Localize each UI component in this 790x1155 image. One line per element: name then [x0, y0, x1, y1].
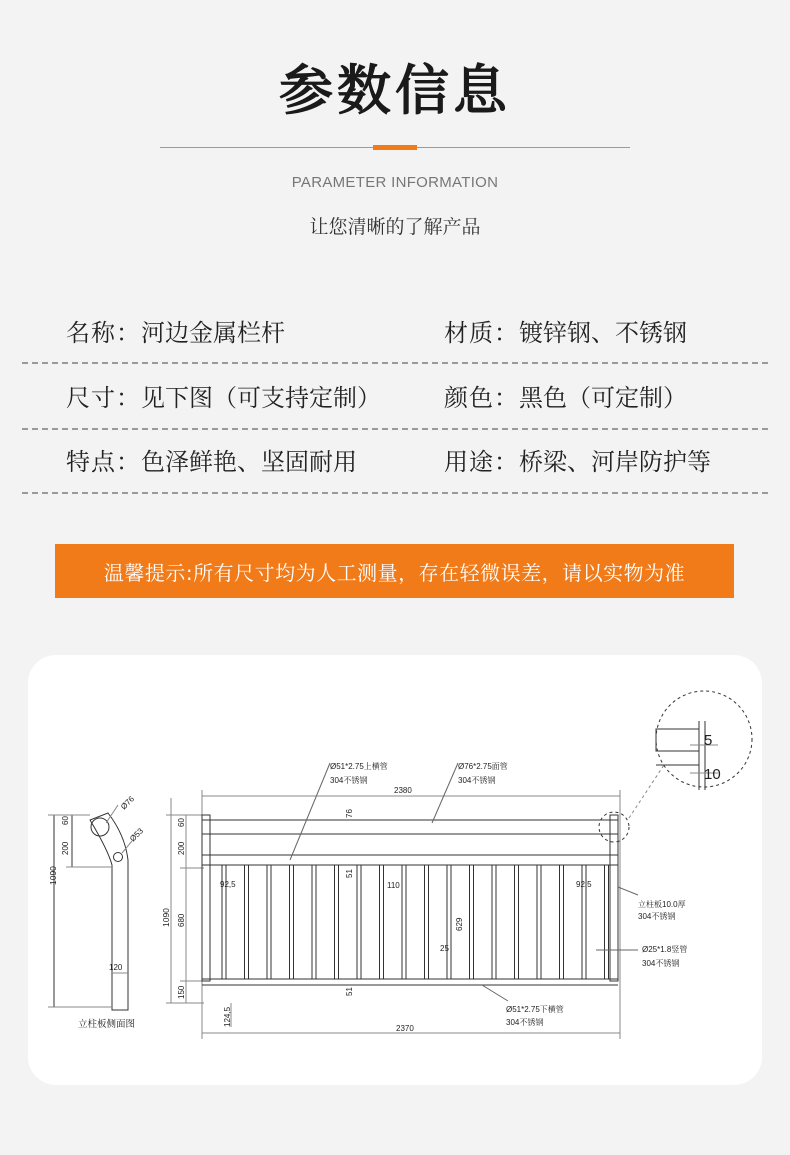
- spec-features: [66, 442, 357, 477]
- baluster: [245, 865, 249, 979]
- detail-dim-b: 10: [704, 766, 721, 783]
- side-view-caption: 立柱板侧面图: [78, 1019, 136, 1030]
- label-lower-hole: Ø53: [128, 826, 146, 844]
- dim-end-right: 92,5: [576, 880, 592, 889]
- left-post: [202, 815, 210, 981]
- right-post: [610, 815, 618, 981]
- spec-value: 镀锌钢、不锈钢: [519, 319, 687, 347]
- spec-size: [66, 378, 381, 413]
- dim-rail-gap-top: 76: [345, 809, 354, 818]
- dim-top-offset: 60: [61, 816, 70, 825]
- spec-label: 特点：: [66, 448, 141, 476]
- baluster: [357, 865, 361, 979]
- dim-base-width: 120: [109, 963, 123, 972]
- page-title: 参数信息: [279, 59, 511, 122]
- subtitle-chinese: 让您清晰的了解产品: [309, 216, 481, 238]
- label-upper-hole: Ø76: [119, 794, 137, 812]
- baluster: [402, 865, 406, 979]
- dashed-divider: [22, 428, 768, 430]
- spec-value: 河边金属栏杆: [141, 319, 285, 347]
- spec-color: [444, 378, 687, 413]
- middle-rail: [202, 855, 618, 865]
- baluster: [515, 865, 519, 979]
- dim-baluster-offset: 25: [440, 944, 449, 953]
- spec-row-2: [0, 378, 790, 418]
- notice-banner: 温馨提示:所有尺寸均为人工测量，存在轻微误差，请以实物为准: [55, 544, 734, 598]
- dim-overall-height: 1090: [161, 908, 171, 927]
- detail-marker: [599, 812, 629, 842]
- baluster: [267, 865, 271, 979]
- spec-label: 材质：: [444, 319, 519, 347]
- dashed-divider: [22, 492, 768, 494]
- dim-bottom-width-label: 2370: [396, 1024, 414, 1033]
- spec-name: [66, 313, 285, 348]
- baluster: [312, 865, 316, 979]
- baluster: [380, 865, 384, 979]
- dim-bottom-section: 150: [177, 985, 186, 999]
- spec-material: [444, 313, 687, 348]
- baluster-group: [222, 865, 609, 979]
- dim-rail-gap-mid: 51: [345, 869, 354, 878]
- technical-drawing: [28, 655, 762, 1085]
- callout-top-rail-2: 304不锈钢: [330, 776, 368, 785]
- callout-top-rail-1: Ø51*2.75上横管: [330, 762, 388, 771]
- subtitle-english: PARAMETER INFORMATION: [291, 174, 499, 191]
- dim-top-section: 200: [61, 841, 70, 855]
- dim-middle-section: 680: [177, 913, 186, 927]
- spec-row-1: [0, 313, 790, 353]
- dim-upper-offset: 60: [177, 818, 186, 827]
- callout-post-plate-2: 304不锈钢: [638, 912, 676, 921]
- spec-value: 黑色（可定制）: [519, 384, 687, 412]
- spec-value: 色泽鲜艳、坚固耐用: [141, 448, 357, 476]
- spec-label: 尺寸：: [66, 384, 141, 412]
- callout-post-plate-1: 立柱板10.0厚: [638, 900, 686, 909]
- dim-upper-section: 200: [177, 841, 186, 855]
- baluster: [560, 865, 564, 979]
- detail-dim-a: 5: [704, 732, 713, 749]
- dim-rail-gap-bottom: 51: [345, 987, 354, 996]
- spec-label: 用途：: [444, 448, 519, 476]
- callout-bottom-rail-2: 304不锈钢: [506, 1018, 544, 1027]
- spec-value: 见下图（可支持定制）: [141, 384, 381, 412]
- spec-value: 桥梁、河岸防护等: [519, 448, 711, 476]
- post-side-profile: [90, 813, 128, 1010]
- baluster: [425, 865, 429, 979]
- dashed-divider: [22, 362, 768, 364]
- callout-face-pipe-2: 304不锈钢: [458, 776, 496, 785]
- callout-baluster-1: Ø25*1.8竖管: [642, 945, 688, 954]
- baluster: [335, 865, 339, 979]
- dim-top-width-label: 2380: [394, 786, 412, 795]
- title-divider-accent: [373, 145, 417, 150]
- baluster: [492, 865, 496, 979]
- baluster: [470, 865, 474, 979]
- dim-end-left: 92,5: [220, 880, 236, 889]
- callout-baluster-2: 304不锈钢: [642, 959, 680, 968]
- spec-row-3: [0, 442, 790, 482]
- spec-label: 颜色：: [444, 384, 519, 412]
- baluster: [290, 865, 294, 979]
- drawing-card: [28, 655, 762, 1085]
- spec-usage: [444, 442, 711, 477]
- top-rail: [202, 820, 618, 834]
- baluster: [537, 865, 541, 979]
- dim-total-height: 1090: [48, 866, 58, 885]
- baluster: [447, 865, 451, 979]
- lower-hole: [114, 853, 123, 862]
- spec-label: 名称：: [66, 319, 141, 347]
- callout-bottom-rail-1: Ø51*2.75下横管: [506, 1005, 564, 1014]
- dim-baluster-height: 629: [455, 917, 464, 931]
- callout-face-pipe-1: Ø76*2.75面管: [458, 762, 508, 771]
- dim-baluster-spacing: 110: [387, 881, 400, 890]
- baluster: [605, 865, 609, 979]
- dim-post-bottom: 124,5: [223, 1006, 232, 1027]
